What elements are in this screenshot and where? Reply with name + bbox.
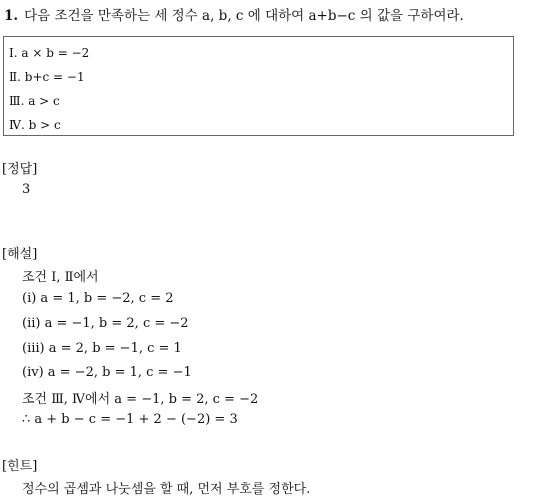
explanation-line: (ⅲ) a = 2, b = −1, c = 1 bbox=[22, 341, 182, 356]
explanation-line: (ⅳ) a = −2, b = 1, c = −1 bbox=[22, 365, 192, 380]
explanation-line: 조건 Ⅲ, Ⅳ에서 a = −1, b = 2, c = −2 bbox=[22, 392, 259, 407]
explanation-line: 조건 Ⅰ, Ⅱ에서 bbox=[22, 270, 99, 285]
question-text: 다음 조건을 만족하는 세 정수 a, b, c 에 대하여 a+b−c 의 값을 구하여라. bbox=[24, 8, 464, 24]
question bbox=[4, 4, 464, 24]
explanation-line: (ⅱ) a = −1, b = 2, c = −2 bbox=[22, 316, 189, 331]
question-number: 1. bbox=[4, 8, 19, 24]
answer-heading: [정답] bbox=[2, 162, 38, 177]
condition-3: Ⅲ. a > c bbox=[9, 94, 60, 108]
explanation-conclusion: ∴ a + b − c = −1 + 2 − (−2) = 3 bbox=[22, 412, 238, 427]
hint-text: 정수의 곱셈과 나눗셈을 할 때, 먼저 부호를 정한다. bbox=[22, 482, 311, 497]
explanation-line: (ⅰ) a = 1, b = −2, c = 2 bbox=[22, 291, 174, 306]
answer-value: 3 bbox=[22, 182, 31, 197]
explanation-heading: [해설] bbox=[2, 247, 38, 262]
conditions-box bbox=[3, 36, 514, 136]
condition-2: Ⅱ. b+c = −1 bbox=[9, 70, 85, 84]
condition-1: Ⅰ. a × b = −2 bbox=[9, 46, 90, 60]
hint-heading: [힌트] bbox=[2, 459, 38, 474]
condition-4: Ⅳ. b > c bbox=[9, 118, 61, 132]
